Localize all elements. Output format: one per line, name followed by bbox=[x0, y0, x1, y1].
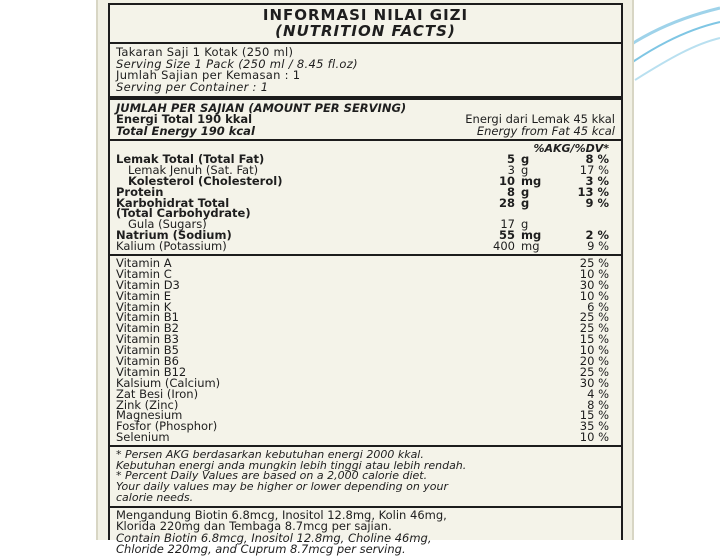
vitamin-dv: 30 % bbox=[579, 375, 609, 390]
vitamin-name: Selenium bbox=[116, 430, 170, 445]
nutrient-amount: 28 bbox=[498, 195, 515, 210]
footnote-line: Your daily values may be higher or lower depending on your bbox=[116, 479, 449, 493]
vitamin-name: Vitamin B1 bbox=[116, 310, 179, 325]
vitamin-dv: 10 % bbox=[579, 266, 609, 281]
nutrient-amount: 55 bbox=[498, 228, 515, 243]
vitamin-dv: 25 % bbox=[579, 310, 609, 325]
dv-header: %AKG/%DV* bbox=[533, 142, 609, 155]
nutrient-unit: g bbox=[521, 217, 529, 232]
vitamin-dv: 10 % bbox=[579, 430, 609, 445]
energy-total: Total Energy 190 kcal bbox=[116, 123, 255, 138]
nutrient-unit: g bbox=[521, 184, 530, 199]
vitamin-name: Vitamin B12 bbox=[116, 364, 187, 379]
vitamin-dv: 10 % bbox=[579, 343, 609, 358]
vitamin-name: Vitamin B5 bbox=[116, 343, 179, 358]
vitamin-dv: 15 % bbox=[579, 332, 609, 347]
vitamin-row bbox=[116, 258, 615, 269]
footnote-line: * Percent Daily Values are based on a 2,000 calorie diet. bbox=[116, 469, 428, 483]
contains-line: Contain Biotin 6.8mcg, Inositol 12.8mg, Choline 46mg, bbox=[116, 530, 432, 545]
nutrient-dv: 17 % bbox=[579, 162, 609, 177]
label-title: INFORMASI NILAI GIZI bbox=[262, 6, 469, 24]
nutrient-unit: g bbox=[521, 152, 530, 166]
vitamin-name: Vitamin B2 bbox=[116, 321, 179, 336]
vitamin-dv: 25 % bbox=[579, 321, 609, 336]
amount-header: JUMLAH PER SAJIAN (AMOUNT PER SERVING) bbox=[116, 101, 407, 115]
nutrient-name: (Total Carbohydrate) bbox=[116, 206, 251, 221]
energy-rows bbox=[116, 114, 615, 137]
vitamin-dv: 8 % bbox=[587, 397, 609, 412]
contains-line: Mengandung Biotin 6.8mcg, Inositol 12.8mg, Kolin 46mg, bbox=[116, 508, 447, 523]
nutrient-name: Protein bbox=[116, 184, 164, 199]
energy-row bbox=[116, 123, 615, 138]
energy-from-fat: Energy from Fat 45 kcal bbox=[476, 123, 615, 138]
vitamin-row bbox=[116, 356, 615, 367]
vitamin-row bbox=[116, 299, 615, 314]
vitamin-row bbox=[116, 386, 615, 401]
nutrient-amount: 400 bbox=[493, 239, 515, 254]
energy-total: Energi Total 190 kkal bbox=[116, 112, 253, 126]
additional-contents bbox=[110, 508, 621, 557]
vitamin-row bbox=[116, 345, 615, 356]
energy-from-fat: Energi dari Lemak 45 kkal bbox=[465, 112, 615, 126]
vitamin-mineral-section bbox=[110, 256, 621, 447]
vitamin-dv: 4 % bbox=[587, 386, 609, 401]
serving-line: Takaran Saji 1 Kotak (250 ml) bbox=[116, 45, 294, 59]
nutrient-name: Lemak Total (Total Fat) bbox=[116, 152, 265, 166]
contains-line: Chloride 220mg, and Cuprum 8.7mcg per serving. bbox=[116, 541, 406, 556]
vitamin-name: Fosfor (Phosphor) bbox=[116, 419, 218, 434]
nutrient-dv bbox=[559, 208, 615, 219]
nutrient-amount: 5 bbox=[506, 152, 515, 166]
nutrient-dv: 8 % bbox=[585, 152, 609, 166]
vitamin-name: Vitamin A bbox=[116, 256, 172, 271]
vitamin-dv: 15 % bbox=[579, 408, 609, 423]
nutrient-name: Kolesterol (Cholesterol) bbox=[128, 173, 283, 188]
vitamin-row bbox=[116, 266, 615, 281]
nutrient-section bbox=[110, 141, 621, 256]
footnote-line: * Persen AKG berdasarkan kebutuhan energi 2000 kkal. bbox=[116, 448, 424, 462]
nutrition-facts-panel bbox=[108, 3, 623, 556]
nutrient-amount: 17 bbox=[500, 217, 515, 232]
vitamin-name: Kalsium (Calcium) bbox=[116, 375, 221, 390]
contains-line: Klorida 220mg dan Tembaga 8.7mcg per sajian. bbox=[116, 519, 392, 534]
nutrient-unit: mg bbox=[521, 173, 542, 188]
nutrient-row bbox=[116, 241, 615, 252]
vitamin-row bbox=[116, 323, 615, 334]
vitamin-name: Vitamin K bbox=[116, 299, 172, 314]
vitamin-dv: 6 % bbox=[587, 299, 609, 314]
nutrient-dv: 2 % bbox=[585, 228, 609, 243]
nutrient-dv: 9 % bbox=[585, 195, 609, 210]
vitamin-name: Zat Besi (Iron) bbox=[116, 386, 199, 401]
vitamin-name: Vitamin B6 bbox=[116, 354, 179, 369]
footnote-line: calorie needs. bbox=[116, 490, 194, 504]
vitamin-dv: 10 % bbox=[579, 288, 609, 303]
label-subtitle: (NUTRITION FACTS) bbox=[275, 22, 456, 40]
vitamin-name: Vitamin E bbox=[116, 288, 171, 303]
serving-line: Jumlah Sajian per Kemasan : 1 bbox=[116, 68, 301, 82]
vitamin-dv: 30 % bbox=[579, 277, 609, 292]
nutrient-dv: 3 % bbox=[585, 173, 609, 188]
vitamin-dv: 25 % bbox=[579, 256, 609, 271]
nutrient-amount: 8 bbox=[506, 184, 515, 199]
nutrient-name: Natrium (Sodium) bbox=[116, 228, 232, 243]
nutrient-amount: 10 bbox=[498, 173, 515, 188]
vitamin-name: Vitamin C bbox=[116, 266, 172, 281]
vitamin-name: Vitamin B3 bbox=[116, 332, 179, 347]
vitamin-name: Zink (Zinc) bbox=[116, 397, 179, 412]
nutrient-row bbox=[116, 173, 615, 188]
amount-per-serving bbox=[110, 100, 621, 141]
nutrient-name: Karbohidrat Total bbox=[116, 195, 230, 210]
footnotes bbox=[110, 447, 621, 508]
vitamin-name: Magnesium bbox=[116, 408, 183, 423]
nutrient-amount: 3 bbox=[507, 162, 515, 177]
label-header bbox=[110, 5, 621, 44]
nutrient-rows bbox=[116, 154, 615, 252]
serving-info bbox=[110, 44, 621, 100]
vitamin-dv: 35 % bbox=[579, 419, 609, 434]
vitamin-row bbox=[116, 421, 615, 432]
nutrient-unit: g bbox=[521, 162, 529, 177]
nutrient-name: Kalium (Potassium) bbox=[116, 239, 227, 254]
nutrient-name: Gula (Sugars) bbox=[128, 217, 207, 232]
vitamin-row bbox=[116, 432, 615, 443]
nutrient-unit: mg bbox=[521, 239, 540, 254]
vitamin-dv: 20 % bbox=[579, 354, 609, 369]
vitamin-row bbox=[116, 277, 615, 292]
nutrient-name: Lemak Jenuh (Sat. Fat) bbox=[128, 162, 259, 177]
nutrient-unit: mg bbox=[521, 228, 542, 243]
nutrient-dv: 13 % bbox=[577, 184, 609, 199]
footnote-line: Kebutuhan energi anda mungkin lebih tinggi atau lebih rendah. bbox=[116, 458, 467, 472]
serving-line: Serving Size 1 Pack (250 ml / 8.45 fl.oz) bbox=[116, 56, 358, 71]
nutrient-unit: g bbox=[521, 195, 530, 210]
vitamin-row bbox=[116, 288, 615, 303]
serving-line: Serving per Container : 1 bbox=[116, 79, 269, 94]
vitamin-row bbox=[116, 397, 615, 412]
vitamin-row bbox=[116, 312, 615, 323]
vitamin-dv: 25 % bbox=[579, 364, 609, 379]
nutrient-dv: 9 % bbox=[587, 239, 609, 254]
vitamin-row bbox=[116, 334, 615, 345]
vitamin-name: Vitamin D3 bbox=[116, 277, 180, 292]
